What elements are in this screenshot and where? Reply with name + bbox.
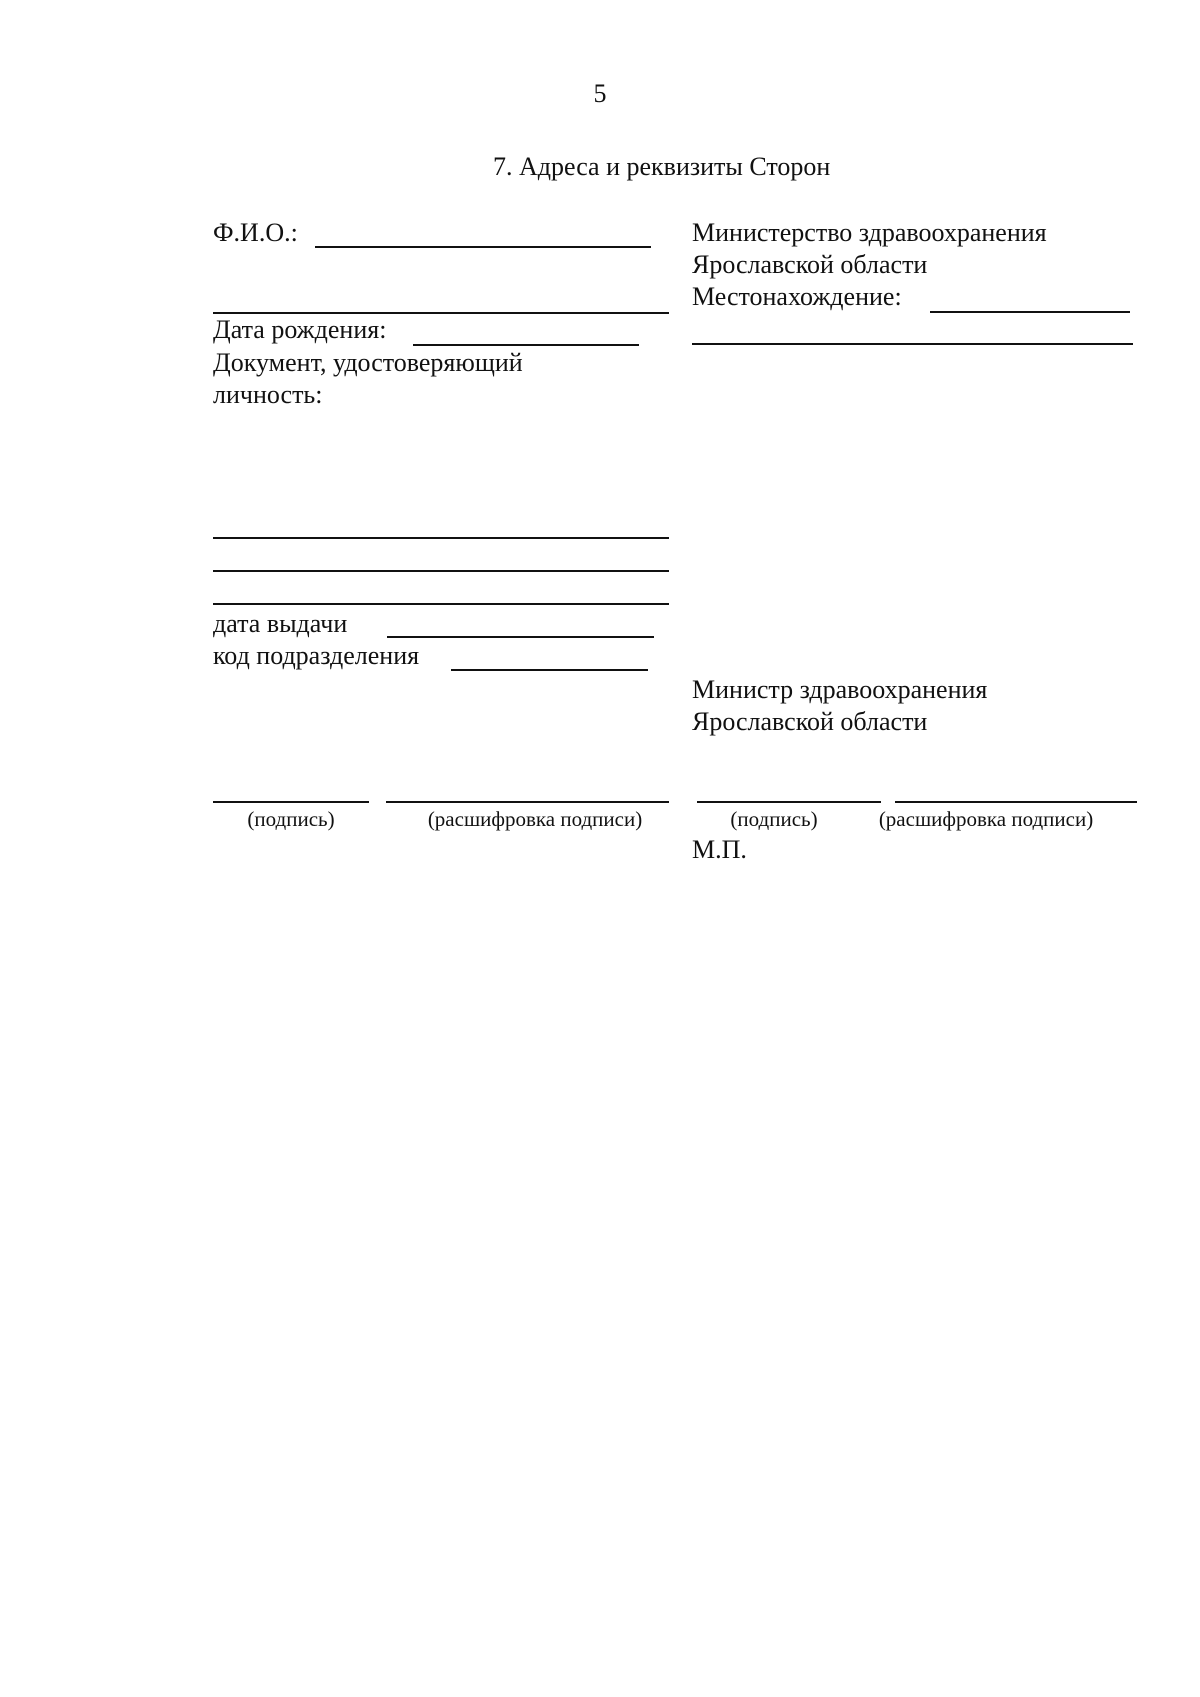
page-number: 5	[593, 79, 607, 108]
position-line2: Ярославской области	[692, 707, 928, 736]
left-signature-field[interactable]	[213, 801, 369, 803]
fio-label: Ф.И.О.:	[213, 218, 298, 247]
seal-label: М.П.	[692, 835, 747, 864]
birth-date-field[interactable]	[413, 344, 639, 346]
left-signature-decoding-caption: (расшифровка подписи)	[427, 807, 643, 831]
left-signature-caption: (подпись)	[247, 807, 335, 831]
section-title: 7. Адреса и реквизиты Сторон	[493, 152, 831, 181]
division-code-label: код подразделения	[213, 641, 420, 670]
location-field-continued[interactable]	[692, 343, 1133, 345]
org-name-line1: Министерство здравоохранения	[692, 218, 1047, 247]
right-signature-caption: (подпись)	[730, 807, 818, 831]
position-line1: Министр здравоохранения	[692, 675, 988, 704]
location-field[interactable]	[930, 311, 1130, 313]
right-signature-field[interactable]	[697, 801, 881, 803]
id-document-label-line1: Документ, удостоверяющий	[213, 348, 523, 377]
birth-date-label: Дата рождения:	[213, 315, 387, 344]
id-document-field-line2[interactable]	[213, 570, 669, 572]
location-label: Местонахождение:	[692, 282, 902, 311]
division-code-field[interactable]	[451, 669, 648, 671]
fio-field[interactable]	[315, 246, 651, 248]
id-document-label-line2: личность:	[213, 380, 323, 409]
id-document-field-line1[interactable]	[213, 537, 669, 539]
issue-date-label: дата выдачи	[213, 609, 348, 638]
left-signature-decoding-field[interactable]	[386, 801, 669, 803]
id-document-field-line3[interactable]	[213, 603, 669, 605]
right-signature-decoding-caption: (расшифровка подписи)	[878, 807, 1094, 831]
right-signature-decoding-field[interactable]	[895, 801, 1137, 803]
org-name-line2: Ярославской области	[692, 250, 928, 279]
issue-date-field[interactable]	[387, 636, 654, 638]
